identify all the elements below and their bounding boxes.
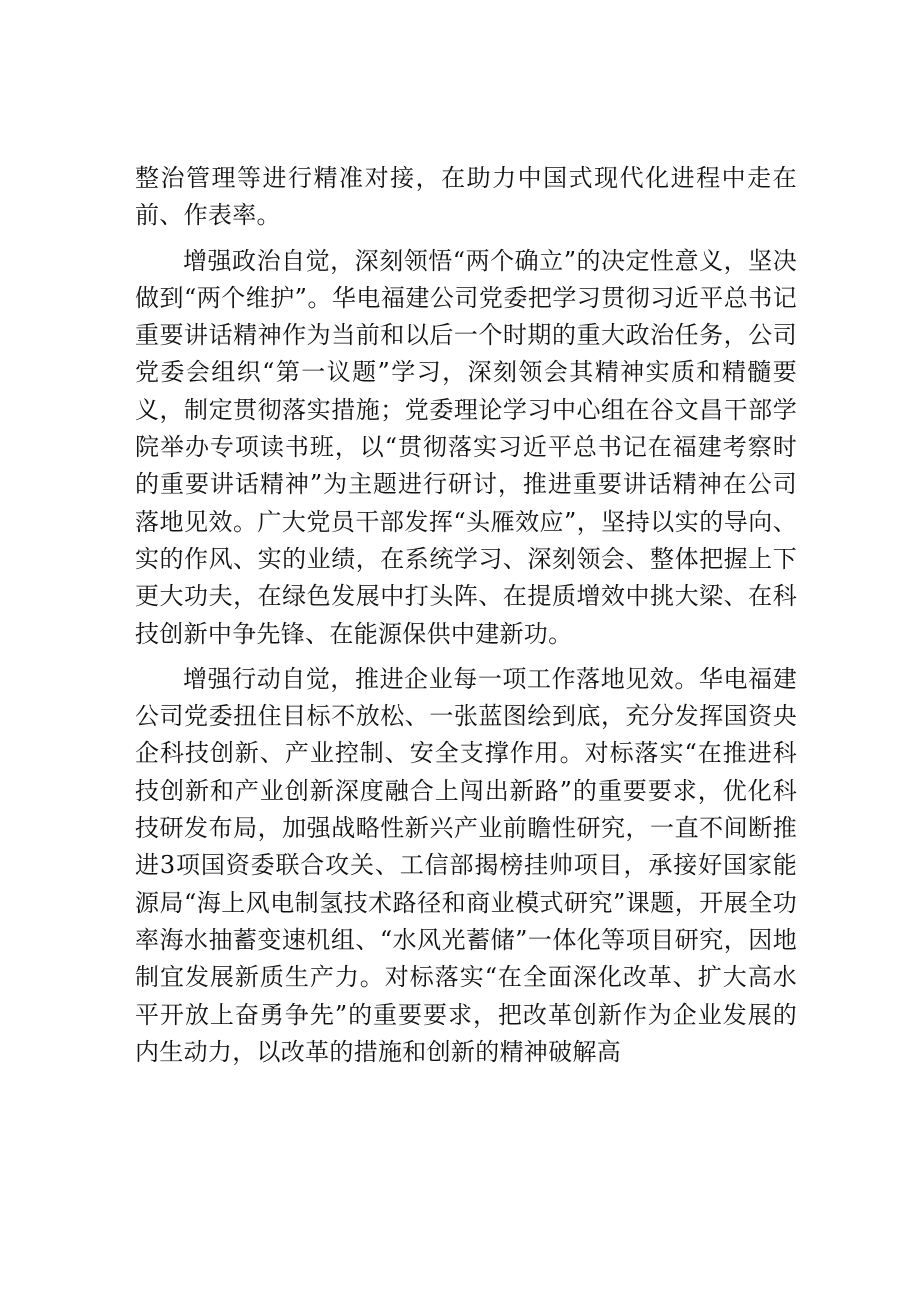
paragraph-political-awareness: 增强政治自觉，深刻领悟“两个确立”的决定性意义，坚决做到“两个维护”。华电福建公司党委把学习贯彻习近平总书记重要讲话精神作为当前和以后一个时期的重大政治任务，公司党委会组织“第一议题”学习，深刻领会其精神实质和精髓要义，制定贯彻落实措施；党委理论学习中心组在谷文昌干部学院举办专项读书班，以“贯彻落实习近平总书记在福建考察时的重要讲话精神”为主题进行研讨，推进重要讲话精神在公司落地见效。广大党员干部发挥“头雁效应”，坚持以实的导向、实的作风、实的业绩，在系统学习、深刻领会、整体把握上下更大功夫，在绿色发展中打头阵、在提质增效中挑大梁、在科技创新中争先锋、在能源保供中建新功。	[135, 246, 797, 648]
paragraph-continuation: 整治管理等进行精准对接，在助力中国式现代化进程中走在前、作表率。	[135, 164, 797, 230]
document-body	[135, 160, 797, 1079]
paragraph-action-awareness: 增强行动自觉，推进企业每一项工作落地见效。华电福建公司党委扭住目标不放松、一张蓝图绘到底，充分发挥国资央企科技创新、产业控制、安全支撑作用。对标落实“在推进科技创新和产业创新深度融合上闯出新路”的重要要求，优化科技研发布局，加强战略性新兴产业前瞻性研究，一直不间断推进3项国资委联合攻关、工信部揭榜挂帅项目，承接好国家能源局“海上风电制氢技术路径和商业模式研究”课题，开展全功率海水抽蓄变速机组、“水风光蓄储”一体化等项目研究，因地制宜发展新质生产力。对标落实“在全面深化改革、扩大高水平开放上奋勇争先”的重要要求，把改革创新作为企业发展的内生动力，以改革的措施和创新的精神破解高	[135, 664, 797, 1066]
